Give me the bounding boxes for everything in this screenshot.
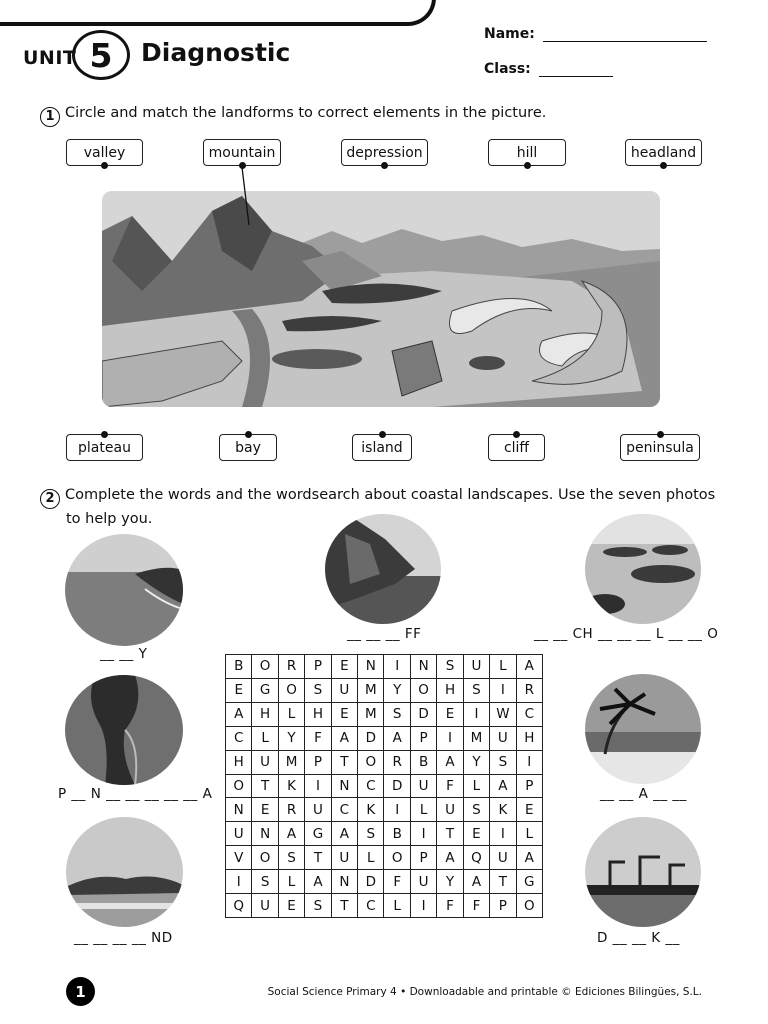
wordsearch-cell[interactable]: S — [305, 679, 331, 703]
wordsearch-cell[interactable]: F — [464, 894, 490, 918]
match-dot[interactable] — [101, 162, 108, 169]
label-headland[interactable] — [625, 139, 702, 166]
wordsearch-cell[interactable]: Q — [226, 894, 252, 918]
match-line — [240, 167, 252, 227]
landscape-illustration[interactable] — [102, 191, 660, 407]
wordsearch-cell[interactable]: M — [358, 679, 384, 703]
wordsearch-cell[interactable]: I — [384, 655, 410, 679]
label-text: valley — [83, 144, 126, 161]
photo-archipelago — [585, 514, 701, 624]
exercise-1-number: 1 — [40, 107, 60, 127]
clue-bay: __ __ Y — [100, 646, 148, 662]
label-text: island — [361, 439, 403, 456]
wordsearch-cell[interactable]: E — [464, 822, 490, 846]
wordsearch-cell[interactable]: F — [305, 727, 331, 751]
label-island[interactable] — [352, 434, 412, 461]
clue-archipelago: __ __ CH __ __ __ L __ __ O — [534, 626, 719, 642]
wordsearch-cell[interactable]: I — [464, 703, 490, 727]
exercise-1-instruction — [40, 103, 546, 127]
wordsearch-cell[interactable]: M — [279, 751, 305, 775]
match-dot[interactable] — [660, 162, 667, 169]
wordsearch-cell[interactable]: L — [464, 775, 490, 799]
name-field — [484, 26, 707, 42]
wordsearch-cell[interactable]: F — [437, 894, 463, 918]
wordsearch-cell[interactable]: G — [305, 822, 331, 846]
wordsearch-cell[interactable]: D — [384, 775, 410, 799]
wordsearch-cell[interactable]: H — [517, 727, 543, 751]
wordsearch-cell[interactable]: A — [464, 870, 490, 894]
wordsearch-cell[interactable]: E — [332, 655, 358, 679]
wordsearch-cell[interactable]: O — [517, 894, 543, 918]
wordsearch-cell[interactable]: I — [490, 679, 516, 703]
wordsearch-cell[interactable]: N — [332, 870, 358, 894]
label-text: peninsula — [626, 439, 694, 456]
wordsearch-cell[interactable]: K — [358, 798, 384, 822]
label-depression[interactable] — [341, 139, 428, 166]
label-text: bay — [235, 439, 261, 456]
wordsearch-cell[interactable]: U — [252, 751, 278, 775]
match-dot[interactable] — [245, 431, 252, 438]
wordsearch-cell[interactable]: E — [437, 703, 463, 727]
clue-beach: __ __ A __ __ — [600, 786, 687, 802]
clue-peninsula: P __ N __ __ __ __ __ A — [58, 786, 213, 802]
wordsearch-cell[interactable]: S — [279, 846, 305, 870]
wordsearch-cell[interactable]: O — [252, 846, 278, 870]
label-text: hill — [516, 144, 538, 161]
wordsearch-cell[interactable]: C — [358, 775, 384, 799]
page-number: 1 — [66, 977, 95, 1006]
wordsearch-cell[interactable]: L — [411, 798, 437, 822]
wordsearch-cell[interactable]: D — [358, 870, 384, 894]
match-dot[interactable] — [101, 431, 108, 438]
wordsearch-cell[interactable]: I — [490, 822, 516, 846]
wordsearch-cell[interactable]: H — [252, 703, 278, 727]
wordsearch-cell[interactable]: S — [464, 798, 490, 822]
class-input-line[interactable] — [539, 63, 613, 77]
photo-bay — [65, 534, 183, 646]
wordsearch-cell[interactable]: A — [437, 751, 463, 775]
wordsearch-cell[interactable]: C — [358, 894, 384, 918]
wordsearch-cell[interactable]: D — [411, 703, 437, 727]
clue-cliff: __ __ __ FF — [347, 626, 422, 642]
wordsearch-cell[interactable]: L — [358, 846, 384, 870]
wordsearch-cell[interactable]: I — [437, 727, 463, 751]
wordsearch-cell[interactable]: T — [332, 894, 358, 918]
wordsearch-cell[interactable]: L — [490, 655, 516, 679]
photo-dock — [585, 817, 701, 927]
wordsearch-cell[interactable]: P — [411, 727, 437, 751]
wordsearch-cell[interactable]: A — [490, 775, 516, 799]
wordsearch-cell[interactable]: U — [252, 894, 278, 918]
wordsearch-cell[interactable]: U — [411, 775, 437, 799]
wordsearch-cell[interactable]: N — [411, 655, 437, 679]
wordsearch-cell[interactable]: A — [437, 846, 463, 870]
wordsearch-cell[interactable]: H — [437, 679, 463, 703]
wordsearch-cell[interactable]: O — [411, 679, 437, 703]
class-field — [484, 61, 613, 77]
wordsearch-cell[interactable]: U — [464, 655, 490, 679]
wordsearch-cell[interactable]: O — [279, 679, 305, 703]
wordsearch-cell[interactable]: Y — [384, 679, 410, 703]
wordsearch-cell[interactable]: A — [332, 822, 358, 846]
wordsearch-cell[interactable]: V — [226, 846, 252, 870]
exercise-2-text-line2: to help you. — [66, 510, 153, 527]
wordsearch-cell[interactable]: H — [305, 703, 331, 727]
wordsearch-cell[interactable]: W — [490, 703, 516, 727]
header-arc — [0, 0, 436, 26]
wordsearch-cell[interactable]: Y — [437, 870, 463, 894]
wordsearch-cell[interactable]: U — [305, 798, 331, 822]
wordsearch-cell[interactable]: P — [517, 775, 543, 799]
wordsearch-cell[interactable]: C — [226, 727, 252, 751]
exercise-2-text-line1: Complete the words and the wordsearch about coastal landscapes. Use the seven photos — [65, 487, 716, 503]
wordsearch-cell[interactable]: L — [252, 727, 278, 751]
wordsearch-cell[interactable]: A — [226, 703, 252, 727]
unit-number-badge: 5 — [72, 30, 130, 80]
wordsearch-cell[interactable]: O — [252, 655, 278, 679]
wordsearch-cell[interactable]: B — [411, 751, 437, 775]
wordsearch-cell[interactable]: L — [279, 870, 305, 894]
wordsearch-grid[interactable] — [225, 654, 543, 918]
wordsearch-cell[interactable]: D — [358, 727, 384, 751]
wordsearch-cell[interactable]: E — [226, 679, 252, 703]
label-text: depression — [346, 144, 423, 161]
photo-cliff — [325, 514, 441, 624]
wordsearch-cell[interactable]: A — [517, 655, 543, 679]
wordsearch-cell[interactable]: B — [226, 655, 252, 679]
wordsearch-cell[interactable]: U — [411, 870, 437, 894]
wordsearch-cell[interactable]: S — [490, 751, 516, 775]
name-input-line[interactable] — [543, 28, 707, 42]
clue-island: __ __ __ __ ND — [74, 930, 173, 946]
wordsearch-cell[interactable]: S — [305, 894, 331, 918]
wordsearch-cell[interactable]: L — [517, 822, 543, 846]
wordsearch-cell[interactable]: L — [279, 703, 305, 727]
wordsearch-cell[interactable]: S — [437, 655, 463, 679]
photo-island — [66, 817, 183, 927]
wordsearch-cell[interactable]: A — [305, 870, 331, 894]
wordsearch-cell[interactable]: I — [226, 870, 252, 894]
wordsearch-cell[interactable]: R — [279, 798, 305, 822]
wordsearch-cell[interactable]: T — [332, 751, 358, 775]
wordsearch-cell[interactable]: P — [490, 894, 516, 918]
name-label: Name: — [484, 26, 535, 42]
wordsearch-cell[interactable]: I — [384, 798, 410, 822]
wordsearch-cell[interactable]: P — [305, 655, 331, 679]
wordsearch-cell[interactable]: S — [252, 870, 278, 894]
clue-dock: D __ __ K __ — [597, 930, 680, 946]
wordsearch-cell[interactable]: S — [384, 703, 410, 727]
wordsearch-cell[interactable]: N — [226, 798, 252, 822]
match-dot[interactable] — [657, 431, 664, 438]
label-valley[interactable] — [66, 139, 143, 166]
match-dot[interactable] — [513, 431, 520, 438]
wordsearch-cell[interactable]: R — [517, 679, 543, 703]
label-plateau[interactable] — [66, 434, 143, 461]
wordsearch-cell[interactable]: N — [358, 655, 384, 679]
wordsearch-cell[interactable]: A — [517, 846, 543, 870]
wordsearch-cell[interactable]: B — [384, 822, 410, 846]
wordsearch-cell[interactable]: P — [305, 751, 331, 775]
wordsearch-cell[interactable]: K — [279, 775, 305, 799]
label-peninsula[interactable] — [620, 434, 700, 461]
wordsearch-cell[interactable]: H — [226, 751, 252, 775]
wordsearch-cell[interactable]: U — [226, 822, 252, 846]
wordsearch-cell[interactable]: O — [358, 751, 384, 775]
wordsearch-cell[interactable]: U — [332, 846, 358, 870]
wordsearch-cell[interactable]: E — [517, 798, 543, 822]
wordsearch-cell[interactable]: O — [384, 846, 410, 870]
wordsearch-cell[interactable]: T — [437, 822, 463, 846]
wordsearch-cell[interactable]: E — [279, 894, 305, 918]
wordsearch-cell[interactable]: T — [490, 870, 516, 894]
wordsearch-cell[interactable]: Q — [464, 846, 490, 870]
label-text: mountain — [208, 144, 276, 161]
wordsearch-cell[interactable]: U — [437, 798, 463, 822]
wordsearch-cell[interactable]: A — [279, 822, 305, 846]
wordsearch-cell[interactable]: T — [305, 846, 331, 870]
class-label: Class: — [484, 61, 531, 77]
label-text: plateau — [78, 439, 131, 456]
wordsearch-cell[interactable]: L — [384, 894, 410, 918]
wordsearch-cell[interactable]: G — [252, 679, 278, 703]
wordsearch-cell[interactable]: S — [358, 822, 384, 846]
wordsearch-cell[interactable]: K — [490, 798, 516, 822]
wordsearch-cell[interactable]: R — [384, 751, 410, 775]
match-dot[interactable] — [379, 431, 386, 438]
landscape-drawing — [102, 191, 660, 407]
wordsearch-cell[interactable]: M — [464, 727, 490, 751]
match-dot[interactable] — [524, 162, 531, 169]
wordsearch-cell[interactable]: N — [252, 822, 278, 846]
wordsearch-cell[interactable]: E — [252, 798, 278, 822]
wordsearch-cell[interactable]: A — [332, 727, 358, 751]
wordsearch-cell[interactable]: F — [437, 775, 463, 799]
wordsearch-cell[interactable]: P — [411, 846, 437, 870]
label-bay[interactable] — [219, 434, 277, 461]
wordsearch-cell[interactable]: C — [517, 703, 543, 727]
exercise-2-number: 2 — [40, 489, 60, 509]
wordsearch-cell[interactable]: Y — [464, 751, 490, 775]
wordsearch-cell[interactable]: I — [305, 775, 331, 799]
footer-credit: Social Science Primary 4 • Downloadable and printable © Ediciones Bilingües, S.L. — [267, 986, 702, 998]
wordsearch-cell[interactable]: O — [226, 775, 252, 799]
label-cliff[interactable] — [488, 434, 545, 461]
match-dot[interactable] — [381, 162, 388, 169]
wordsearch-cell[interactable]: U — [490, 846, 516, 870]
wordsearch-cell[interactable]: G — [517, 870, 543, 894]
label-hill[interactable] — [488, 139, 566, 166]
wordsearch-cell[interactable]: N — [332, 775, 358, 799]
wordsearch-cell[interactable]: T — [252, 775, 278, 799]
label-mountain[interactable] — [203, 139, 281, 166]
wordsearch-cell[interactable]: I — [411, 822, 437, 846]
label-text: headland — [630, 144, 697, 161]
wordsearch-cell[interactable]: C — [332, 798, 358, 822]
photo-peninsula — [65, 675, 183, 785]
wordsearch-cell[interactable]: U — [490, 727, 516, 751]
wordsearch-cell[interactable]: Y — [279, 727, 305, 751]
wordsearch-cell[interactable]: E — [332, 703, 358, 727]
unit-label: UNIT — [23, 47, 77, 69]
wordsearch-cell[interactable]: S — [464, 679, 490, 703]
wordsearch-cell[interactable]: A — [384, 727, 410, 751]
wordsearch-cell[interactable]: U — [332, 679, 358, 703]
label-text: cliff — [503, 439, 530, 456]
wordsearch-cell[interactable]: F — [384, 870, 410, 894]
wordsearch-cell[interactable]: R — [279, 655, 305, 679]
page-title: Diagnostic — [141, 38, 291, 67]
photo-beach — [585, 674, 701, 784]
wordsearch-cell[interactable]: M — [358, 703, 384, 727]
wordsearch-cell[interactable]: I — [411, 894, 437, 918]
exercise-1-text: Circle and match the landforms to correct elements in the picture. — [65, 105, 547, 121]
wordsearch-cell[interactable]: I — [517, 751, 543, 775]
